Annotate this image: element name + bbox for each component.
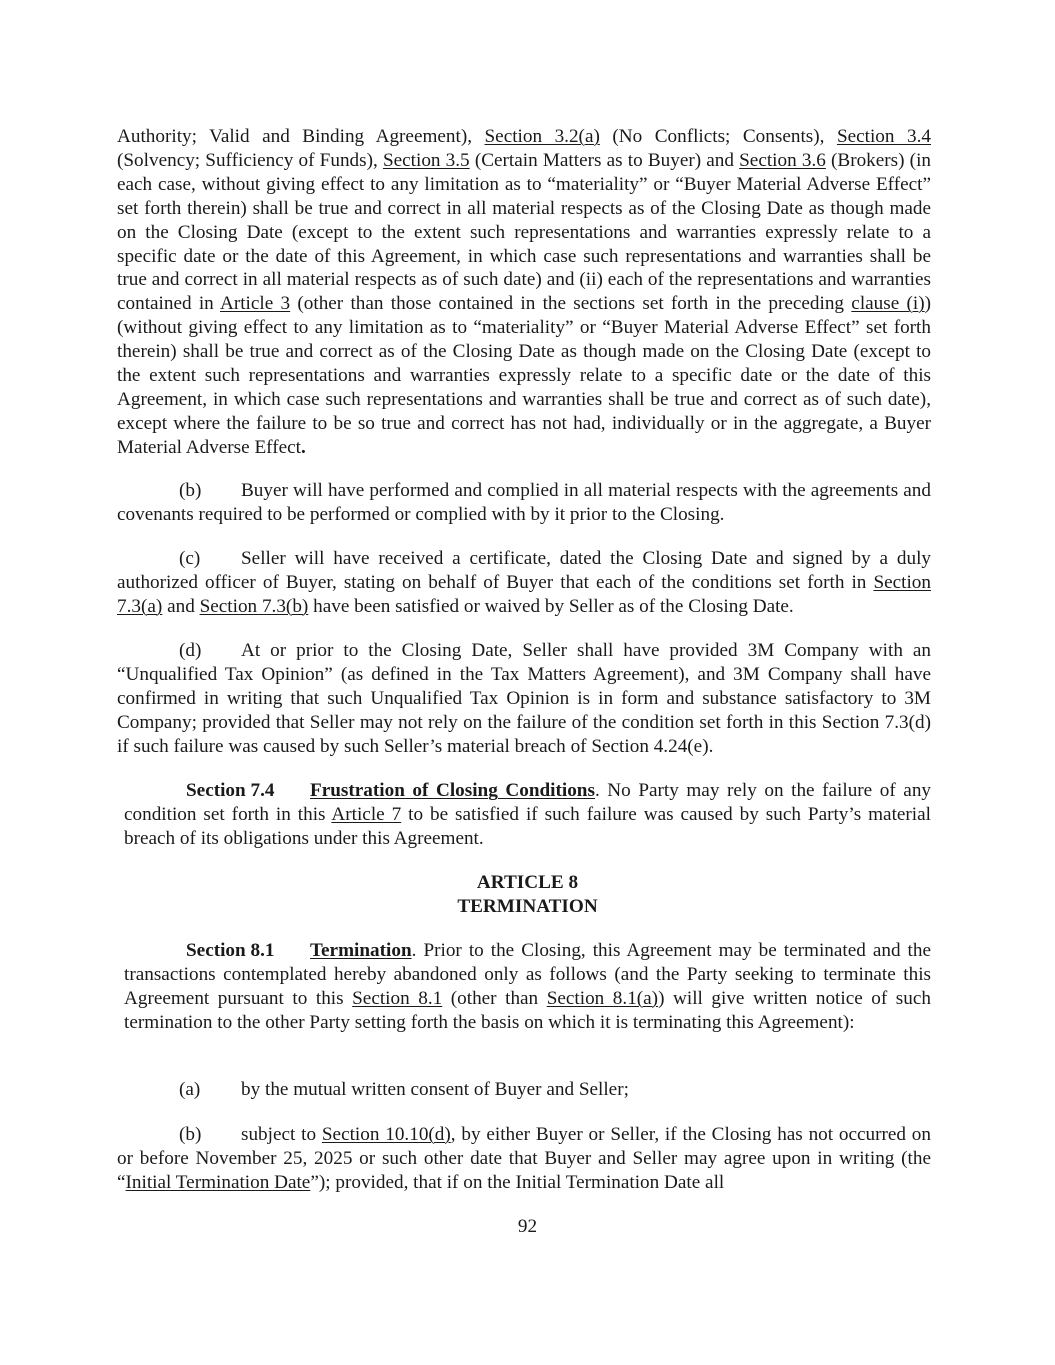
cross-reference-link[interactable]: Section 10.10(d) — [321, 1124, 451, 1145]
cross-reference-link[interactable]: Section 7.3(b) — [199, 595, 309, 617]
cross-reference-link[interactable]: Section 8.1(a) — [546, 987, 659, 1009]
section-number: Section 7.4 — [186, 780, 275, 801]
cross-reference-link[interactable]: Section 3.2(a) — [484, 126, 600, 147]
clause-label: (b) — [179, 480, 202, 501]
section-7-4-frustration: Section 7.4 Frustration of Closing Conditions. No Party may rely on the failure of any condition set forth in this Article 7 to be satisfied if such failure was caused by such Party’s material breach of its obligations under this Agreement. — [124, 780, 932, 849]
clause-label: (d) — [179, 640, 202, 661]
cross-reference-link[interactable]: Article 7 — [331, 803, 402, 825]
section-title: Frustration of Closing Conditions — [310, 780, 595, 801]
cross-reference-link[interactable]: Section 3.6 — [739, 149, 826, 171]
paragraph-b-buyer-performance: (b) Buyer will have performed and complied in all material respects with the agreements and covenants required to be performed or complied with by it prior to the Closing. — [117, 480, 931, 525]
defined-term: Initial Termination Date — [125, 1171, 311, 1193]
section-title: Termination — [310, 940, 412, 961]
section-number: Section 8.1 — [186, 940, 275, 961]
clause-label: (b) — [179, 1124, 202, 1145]
paragraph-c-certificate: (c) Seller will have received a certificate, dated the Closing Date and signed by a duly authorized officer of Buyer, stating on behalf of Buyer that each of the conditions set forth in Section 7.3(a) and Section 7.3(b) have been satisfied or waived by Seller as of the Closing Date. — [117, 548, 931, 617]
page-number: 92 — [517, 1216, 538, 1237]
section-8-1-termination: Section 8.1 Termination. Prior to the Closing, this Agreement may be terminated and the transactions contemplated hereby abandoned only as follows (and the Party seeking to terminate this Agreement pursuant to this Section 8.1 (other than Section 8.1(a)) will give written notice of such termination to the other Party setting forth the basis on which it is terminating this Agreement): — [124, 940, 931, 1033]
article-number: ARTICLE 8 — [476, 872, 579, 893]
cross-reference-link[interactable]: Article 3 — [219, 293, 291, 315]
clause-label: (c) — [179, 548, 201, 569]
cross-reference-link[interactable]: Section 3.4 — [836, 126, 931, 147]
item-b-termination-date: (b) subject to Section 10.10(d), by either Buyer or Seller, if the Closing has not occurred on or before November 25, 2025 or such other date that Buyer and Seller may agree upon in writing (the “Initial Termination Date”); provided, that if on the Initial Termination Date all — [117, 1124, 931, 1193]
article-title: TERMINATION — [457, 895, 598, 917]
clause-label: (a) — [179, 1079, 201, 1100]
item-a-mutual-consent: (a) by the mutual written consent of Buyer and Seller; — [179, 1079, 629, 1100]
paragraph-conditions-continued: Authority; Valid and Binding Agreement), Section 3.2(a) (No Conflicts; Consents), Section 3.4 (Solvency; Sufficiency of Funds), Section 3.5 (Certain Matters as to Buyer) and Section 3.6 (Brokers) (in each case, without giving effect to any limitation as to “materiality” or “Buyer Material Adverse Effect” set forth therein) shall be true and correct in all material respects as of the Closing Date as though made on the Closing Date (except to the extent such representations and warranties expressly relate to a specific date or the date of this Agreement, in which case such representations and warranties shall be true and correct in all material respects as of such date) and (ii) each of the representations and warranties contained in Article 3 (other than those contained in the sections set forth in the preceding clause (i)) (without giving effect to any limitation as to “materiality” or “Buyer Material Adverse Effect” set forth therein) shall be true and correct as of the Closing Date as though made on the Closing Date (except to the extent such representations and warranties expressly relate to a specific date or the date of this Agreement, in which case such representations and warranties shall be true and correct as of such date), except where the failure to be so true and correct has not had, individually or in the aggregate, a Buyer Material Adverse Effect. — [117, 126, 932, 458]
article-heading — [0, 871, 1055, 919]
cross-reference-link[interactable]: Section 8.1 — [352, 987, 443, 1009]
cross-reference-link[interactable]: clause (i) — [851, 293, 925, 315]
paragraph-d-tax-opinion: (d) At or prior to the Closing Date, Seller shall have provided 3M Company with an “Unqualified Tax Opinion” (as defined in the Tax Matters Agreement), and 3M Company shall have confirmed in writing that such Unqualified Tax Opinion is in form and substance satisfactory to 3M Company; provided that Seller may not rely on the failure of the condition set forth in this Section 7.3(d) if such failure was caused by such Seller’s material breach of Section 4.24(e). — [117, 640, 931, 757]
cross-reference-link[interactable]: Section 7.3(a) — [117, 571, 931, 617]
cross-reference-link[interactable]: Section 3.5 — [382, 149, 470, 171]
